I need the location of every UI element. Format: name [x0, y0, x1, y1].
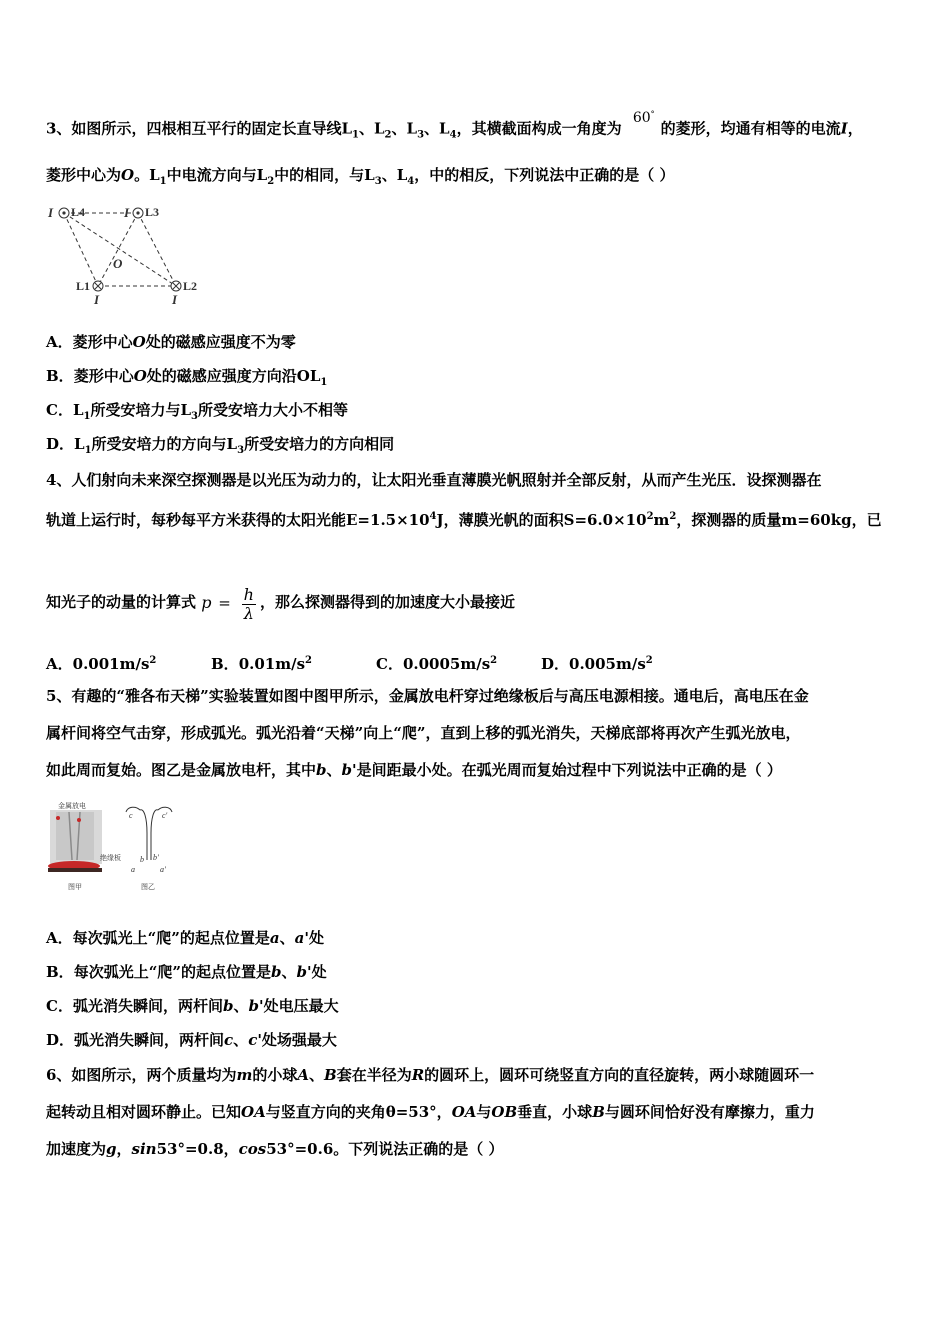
label-c: c	[129, 811, 133, 820]
q3-stem-line2: 菱形中心为O。$L_1$中电流方向与$L_2$中的相同，与$L_3$、$L_4$，中的相反，下列说法中正确的是（ ）	[46, 166, 675, 187]
label-O: O	[113, 256, 123, 271]
label-I-L1: I	[94, 292, 100, 307]
label-bp: b'	[153, 853, 159, 862]
plate-label: 绝缘板	[100, 854, 121, 862]
label-a: a	[131, 865, 135, 874]
label-L4: L4	[71, 205, 86, 219]
rod-label: 金属放电	[58, 802, 86, 810]
fig-a-label: 图甲	[68, 883, 82, 891]
q5-option-b[interactable]: B．每次弧光上“爬”的起点位置是b、b'处	[46, 963, 327, 981]
label-L2: L2	[183, 279, 198, 293]
momentum-formula: p = $\frac{h}{\lambda}$	[201, 584, 254, 623]
label-cp: c'	[162, 811, 168, 820]
q3-rhombus-figure	[46, 200, 206, 310]
q5-option-a[interactable]: A．每次弧光上“爬”的起点位置是a、a'处	[46, 929, 324, 947]
q3-option-a[interactable]: A．菱形中心O处的磁感应强度不为零	[46, 333, 296, 351]
q4-stem-line2: 轨道上运行时，每秒每平方米获得的太阳光能$E=1.5\times 10^4J$，薄膜光帆的面积$S=6.0\times 10^2m^2$，探测器的质量m=60kg，已	[46, 511, 882, 529]
fig-b-label: 图乙	[141, 883, 155, 891]
q4-option-d[interactable]: D．$0.005m/s^2$	[541, 655, 653, 673]
q4-stem-line1: 4、人们射向未来深空探测器是以光压为动力的，让太阳光垂直薄膜光帆照射并全部反射，从而产生光压．设探测器在	[46, 471, 822, 489]
q6-stem-line3: 加速度为g，sin53°=0.8，cos53°=0.6。下列说法正确的是（ ）	[46, 1140, 504, 1158]
q4-stem-line3: 知光子的动量的计算式 p = $\frac{h}{\lambda}$ ，那么探测器得到的加速度大小最接近	[46, 580, 515, 625]
label-b: b	[140, 855, 144, 864]
q3-option-c[interactable]: C．$L_1$所受安培力与$L_3$所受安培力大小不相等	[46, 401, 349, 422]
q3-stem-line1: 3、如图所示，四根相互平行的固定长直导线$L_1$、$L_2$、$L_3$、$L_4$，其横截面构成一角度为 60°的菱形，均通有相等的电流I，	[46, 109, 863, 141]
q3-option-d[interactable]: D．$L_1$所受安培力的方向与$L_3$所受安培力的方向相同	[46, 435, 395, 456]
label-L3: L3	[145, 205, 160, 219]
q6-stem-line2: 起转动且相对圆环静止。已知OA与竖直方向的夹角θ=53°，OA与OB垂直，小球B与圆环间恰好没有摩擦力，重力	[46, 1103, 815, 1121]
label-I-L3: I	[124, 205, 130, 220]
q5-stem-line2: 属杆间将空气击穿，形成弧光。弧光沿着“天梯”向上“爬”，直到上移的弧光消失，天梯底部将再次产生弧光放电，	[46, 724, 801, 742]
angle-value: 60°	[632, 109, 655, 126]
q3-option-b[interactable]: B．菱形中心O处的磁感应强度方向沿$OL_1$	[46, 367, 328, 388]
label-I-L4: I	[48, 205, 54, 220]
q5-stem-line3: 如此周而复始。图乙是金属放电杆，其中b、b'是间距最小处。在弧光周而复始过程中下列说法中正确的是（ ）	[46, 761, 782, 779]
q5-option-c[interactable]: C．弧光消失瞬间，两杆间b、b'处电压最大	[46, 997, 339, 1015]
q5-jacob-ladder-figure	[44, 798, 184, 894]
label-I-L2: I	[172, 292, 178, 307]
q5-option-d[interactable]: D．弧光消失瞬间，两杆间c、c'处场强最大	[46, 1031, 337, 1049]
q4-option-b[interactable]: B．$0.01m/s^2$	[211, 655, 312, 673]
q4-option-c[interactable]: C．$0.0005m/s^2$	[376, 655, 498, 673]
q4-option-a[interactable]: A．$0.001m/s^2$	[46, 655, 157, 673]
label-ap: a'	[160, 865, 166, 874]
q6-stem-line1: 6、如图所示，两个质量均为m的小球A、B套在半径为R的圆环上，圆环可绕竖直方向的直径旋转，两小球随圆环一	[46, 1066, 815, 1084]
label-L1: L1	[76, 279, 91, 293]
q5-stem-line1: 5、有趣的“雅各布天梯”实验装置如图中图甲所示，金属放电杆穿过绝缘板后与高压电源相接。通电后，高电压在金	[46, 687, 809, 705]
